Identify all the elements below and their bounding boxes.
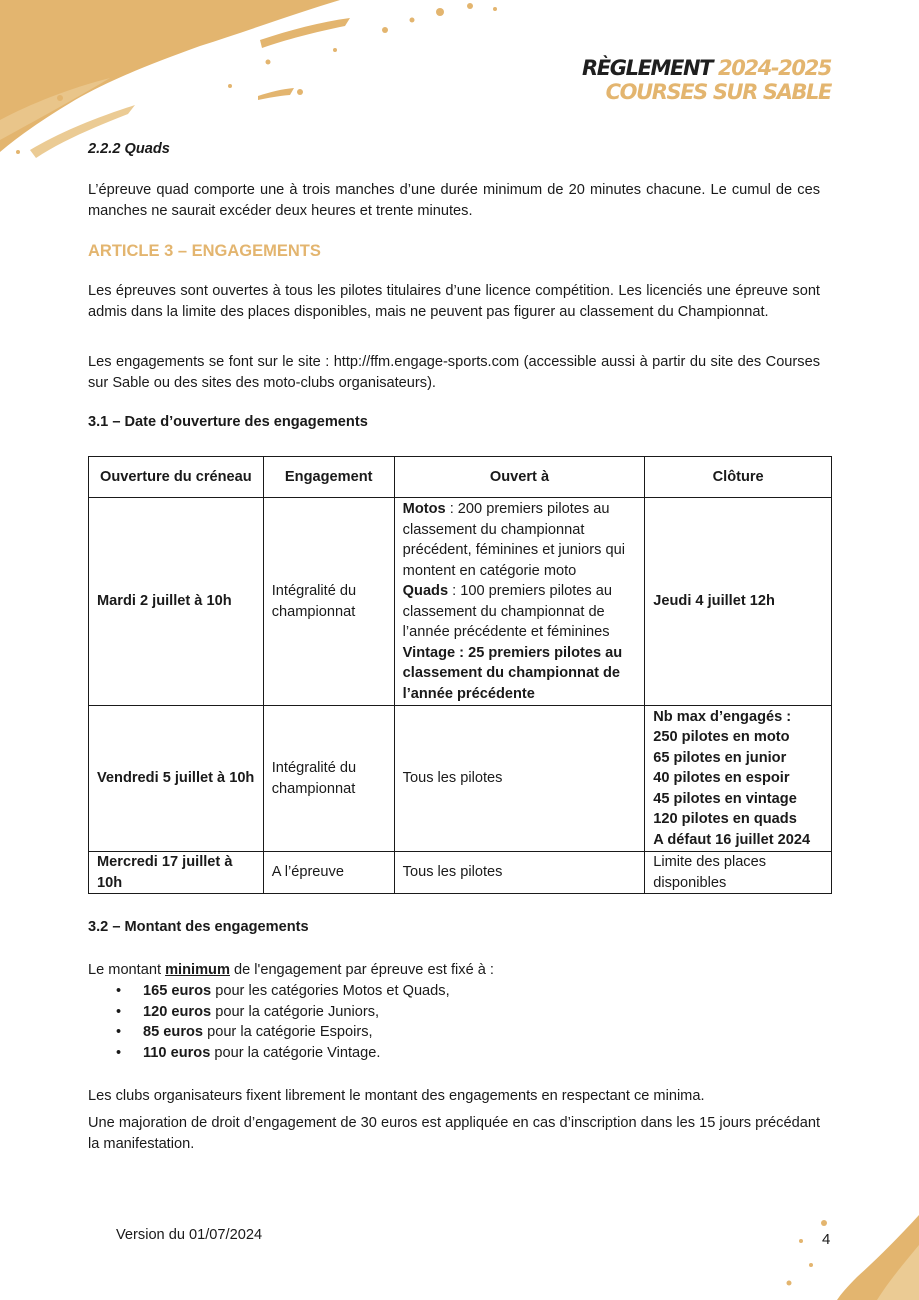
engagement-dates-table [88,456,832,894]
fee-list [116,981,450,1063]
list-item [116,1002,450,1023]
cloture-line: 65 pilotes en junior [653,749,787,766]
fee-amount: 165 euros [143,983,212,999]
category-text-quads: : 100 premiers pilotes au classement du championnat de l’année précédente et féminines [402,583,612,640]
fee-amount: 85 euros [143,1024,204,1040]
table-cell-ouverture: Vendredi 5 juillet à 10h [89,706,264,852]
table-header-cell: Engagement [263,457,394,498]
table-cell-cloture: Jeudi 4 juillet 12h [645,498,832,706]
table-cell-cloture [645,706,832,852]
section-heading-quads: 2.2.2 Quads [88,141,170,157]
cloture-line: 250 pilotes en moto [653,729,790,746]
paragraph-clubs: Les clubs organisateurs fixent librement le montant des engagements en respectant ce minima. [88,1088,705,1104]
section-heading-3-2: 3.2 – Montant des engagements [88,919,309,935]
fee-description: pour la catégorie Juniors, [211,1003,380,1020]
table-cell-ouverture: Mercredi 17 juillet à 10h [89,852,264,894]
paragraph-majoration: Une majoration de droit d’engagement de 30 euros est appliquée en cas d’inscription dans les 15 jours précédant la manifestation. [88,1115,820,1152]
footer-version: Version du 01/07/2024 [116,1227,263,1243]
document-header-logo [582,56,831,104]
table-cell-ouvert [394,498,645,706]
category-label-quads: Quads [402,583,449,599]
header-title-season: 2024-2025 [717,56,831,80]
table-cell-ouverture: Mardi 2 juillet à 10h [89,498,264,706]
table-header-cell: Clôture [645,457,832,498]
fee-description: pour la catégorie Espoirs, [203,1024,373,1040]
header-title-reglement: RÈGLEMENT [582,56,713,80]
cloture-line: A défaut 16 juillet 2024 [653,831,811,848]
paragraph-article3-website: Les engagements se font sur le site : http://ffm.engage-sports.com (accessible aussi à partir du site des Courses sur Sable ou des sites des moto-clubs organisateurs). [88,354,820,391]
table-header-cell: Ouvert à [394,457,645,498]
montant-intro-before: Le montant [88,962,166,978]
paragraph-montant-intro [88,960,820,981]
table-header-cell: Ouverture du créneau [89,457,264,498]
header-title-subtitle: COURSES SUR SABLE [605,80,831,104]
fee-description: pour les catégories Motos et Quads, [211,983,450,999]
paragraph-quads: L’épreuve quad comporte une à trois manches d’une durée minimum de 20 minutes chacune. Le cumul de ces manches ne saurait excéder deux heures et trente minutes. [88,182,820,219]
table-row [89,498,832,706]
table-cell-ouvert: Tous les pilotes [394,852,645,894]
table-cell-engagement: Intégralité du championnat [263,498,394,706]
table-cell-cloture: Limite des places disponibles [645,852,832,894]
table-row [89,852,832,894]
section-heading-3-1: 3.1 – Date d’ouverture des engagements [88,414,368,430]
fee-amount: 120 euros [143,1003,212,1020]
cloture-line: 40 pilotes en espoir [653,770,790,787]
category-text-vintage: : 25 premiers pilotes au classement du championnat de l’année précédente [402,644,623,702]
list-item [116,981,450,1002]
table-row [89,706,832,852]
category-label-vintage: Vintage [402,644,456,661]
sand-brush-decoration-corner [759,1205,919,1300]
table-cell-ouvert: Tous les pilotes [394,706,645,852]
table-cell-engagement: Intégralité du championnat [263,706,394,852]
category-text-motos: : 200 premiers pilotes au classement du championnat précédent, féminines et juniors qui montent en catégorie moto [402,501,625,579]
category-label-motos: Motos [402,501,446,517]
article-3-heading: ARTICLE 3 – ENGAGEMENTS [88,242,321,260]
cloture-line: 45 pilotes en vintage [653,790,797,807]
montant-intro-emphasis: minimum [165,962,230,978]
fee-amount: 110 euros [143,1044,211,1061]
cloture-line: 120 pilotes en quads [653,811,797,828]
montant-intro-after: de l'engagement par épreuve est fixé à : [229,962,494,978]
page-number: 4 [822,1231,831,1248]
table-cell-engagement: A l’épreuve [263,852,394,894]
table-header-row [89,457,832,498]
list-item [116,1043,450,1064]
cloture-line: Nb max d’engagés : [653,708,792,725]
paragraph-article3-open: Les épreuves sont ouvertes à tous les pilotes titulaires d’une licence compétition. Les licenciés une épreuve sont admis dans la limite des places disponibles, mais ne peuvent pas figurer au classement du Championnat. [88,283,820,320]
list-item [116,1022,450,1043]
fee-description: pour la catégorie Vintage. [210,1044,381,1061]
